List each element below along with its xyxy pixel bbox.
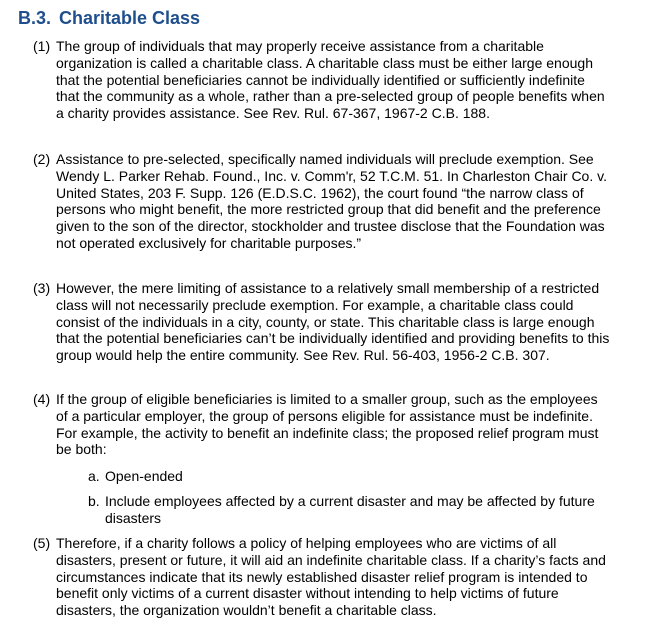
paragraph-3 — [33, 280, 612, 364]
paragraph-text: If the group of eligible beneficiaries is limited to a smaller group, such as the employees of a particular employer, the group of persons eligible for assistance must be indefinite. For example, the activity to benefit an indefinite class; the proposed relief program must be both: — [56, 391, 599, 458]
paragraph-text: The group of individuals that may properly receive assistance from a charitable organization is called a charitable class. A charitable class must be either large enough that the potential beneficiaries cannot be individually identified or sufficiently indefinite that the community as a whole, rather than a pre-selected group of people benefits when a charity provides assistance. See Rev. Rul. 67-367, 1967-2 C.B. 188. — [56, 38, 605, 122]
subitem-marker: b. — [88, 493, 100, 509]
subitem-text: Include employees affected by a current disaster and may be affected by future disasters — [105, 493, 595, 526]
paragraph-marker: (2) — [33, 151, 51, 167]
section-heading — [18, 8, 200, 29]
paragraph-text: Therefore, if a charity follows a policy of helping employees who are victims of all disasters, present or future, it will aid an indefinite charitable class. If a charity’s facts and circumstances indicate that its newly established disaster relief program is intended to benefit only victims of a current disaster without intending to help victims of future disasters, the organization wouldn’t benefit a charitable class. — [56, 535, 606, 619]
subitem-a — [88, 468, 608, 485]
paragraph-marker: (5) — [33, 535, 51, 551]
subitem-b — [88, 493, 608, 527]
paragraph-5 — [33, 535, 612, 619]
paragraph-text: Assistance to pre-selected, specifically named individuals will preclude exemption. See Wendy L. Parker Rehab. Found., Inc. v. Comm'r, 52 T.C.M. 51. In Charleston Chair Co. v. United States, 203 F. Supp. 126 (E.D.S.C. 1962), the court found “the narrow class of persons who might benefit, the more restricted group that did benefit and the preference given to the son of the director, stockholder and trustee disclose that the Foundation was not operated exclusively for charitable purposes.” — [56, 151, 607, 251]
paragraph-2 — [33, 151, 612, 252]
paragraph-1 — [33, 38, 612, 122]
paragraph-marker: (3) — [33, 280, 51, 296]
subitem-marker: a. — [88, 468, 100, 484]
paragraph-marker: (1) — [33, 38, 51, 54]
subitem-text: Open-ended — [105, 468, 183, 484]
paragraph-text: However, the mere limiting of assistance to a relatively small membership of a restricted class will not necessarily preclude exemption. For example, a charitable class could consist of the individuals in a city, county, or state. This charitable class is large enough that the potential beneficiaries can’t be individually identified and providing benefits to this group would help the entire community. See Rev. Rul. 56-403, 1956-2 C.B. 307. — [56, 280, 610, 364]
section-number: B.3. — [18, 8, 52, 28]
section-title: Charitable Class — [59, 8, 201, 28]
paragraph-marker: (4) — [33, 391, 51, 407]
paragraph-4 — [33, 391, 612, 458]
